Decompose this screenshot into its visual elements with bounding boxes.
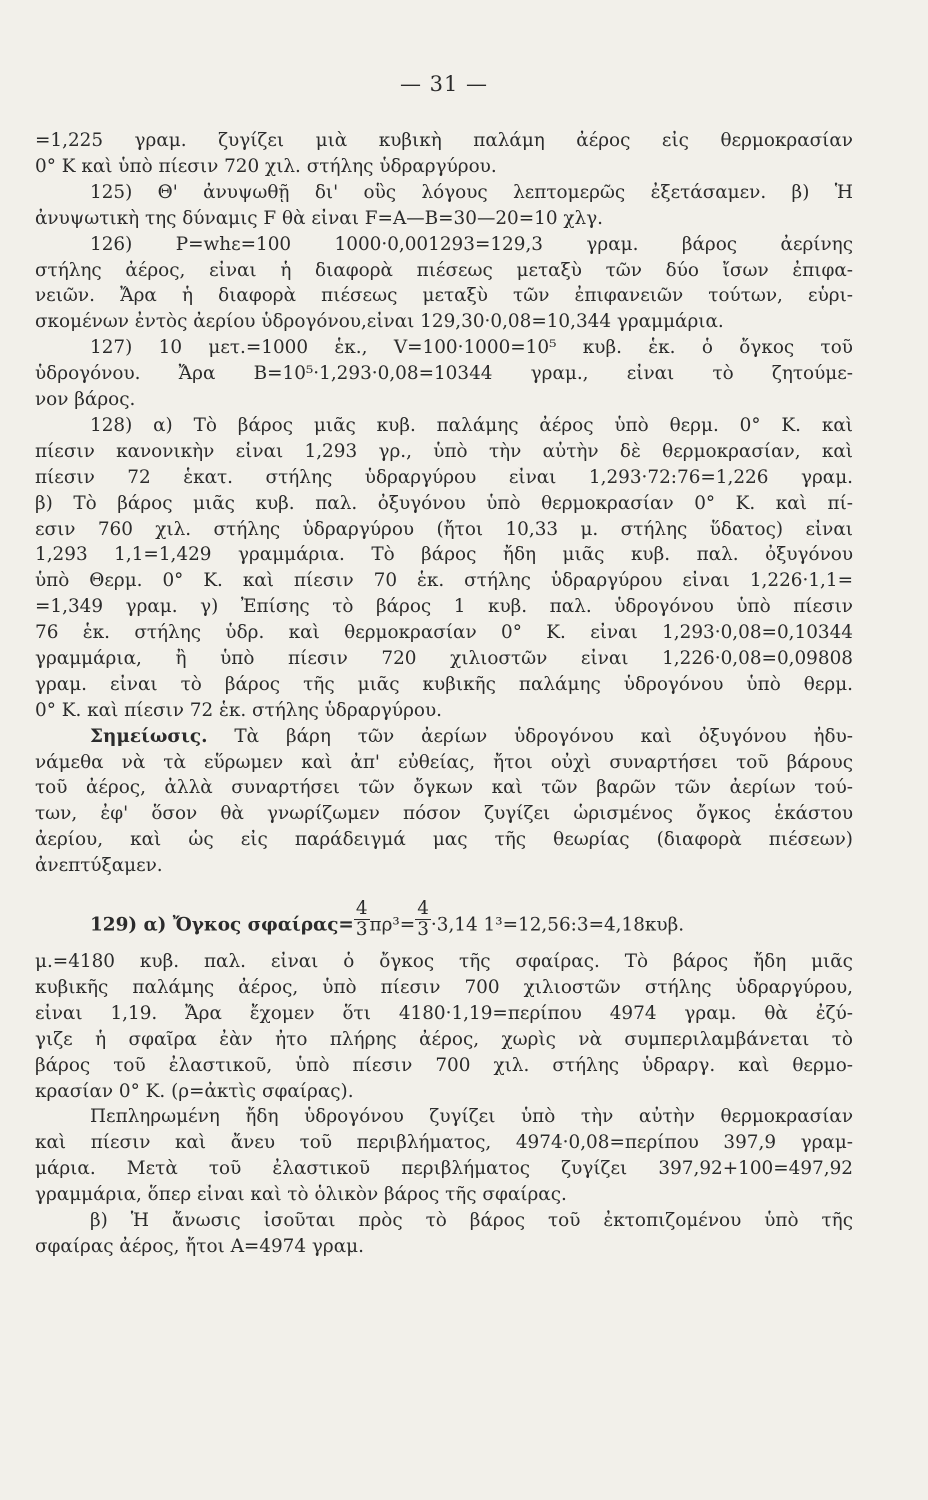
text-line: ἀνυψωτικὴ της δύναμις F θὰ εἶναι F=A—B=30—20=10 χλγ. — [35, 207, 604, 229]
text-line: κυβικῆς παλάμης ἀέρος, ὑπὸ πίεσιν 700 χιλιοστῶν στήλης ὑδραργύρου, — [35, 976, 853, 998]
text-line: 0° K. καὶ πίεσιν 72 ἑκ. στήλης ὑδραργύρου. — [35, 699, 443, 721]
text-line: ὑδρογόνου. Ἄρα B=10⁵·1,293·0,08=10344 γραμ., εἶναι τὸ ζητούμε- — [35, 363, 853, 385]
text-line: εἶναι 1,19. Ἄρα ἔχομεν ὅτι 4180·1,19=περίπου 4974 γραμ. θὰ ἐζύ- — [35, 1002, 853, 1024]
text-line: γραμμάρια, ἢ ὑπὸ πίεσιν 720 χιλιοστῶν εἶναι 1,226·0,08=0,09808 — [35, 648, 853, 669]
formula-tail: ·3,14 1³=12,56:3=4,18κυβ. — [430, 914, 685, 936]
text-line: καὶ πίεσιν καὶ ἄνευ τοῦ περιβλήματος, 4974·0,08=περίπου 397,9 γραμ- — [35, 1132, 853, 1154]
text-line: 127) 10 μετ.=1000 ἑκ., V=100·1000=10⁵ κυβ. ἑκ. ὁ ὄγκος τοῦ — [90, 337, 853, 359]
text-line: πίεσιν κανονικὴν εἶναι 1,293 γρ., ὑπὸ τὴν αὐτὴν δὲ θερμοκρασίαν, καὶ — [35, 440, 853, 462]
text-line: μ.=4180 κυβ. παλ. εἶναι ὁ ὄγκος τῆς σφαίρας. Τὸ βάρος ἤδη μιᾶς — [35, 951, 853, 973]
text-line: 128) α) Τὸ βάρος μιᾶς κυβ. παλάμης ἀέρος ὑπὸ θερμ. 0° K. καὶ — [90, 414, 853, 436]
text-line: β) Τὸ βάρος μιᾶς κυβ. παλ. ὀξυγόνου ὑπὸ θερμοκρασίαν 0° K. καὶ πί- — [35, 492, 853, 514]
formula-mid: πρ³= — [369, 914, 416, 936]
text-line: σκομένων ἐντὸς ἀερίου ὑδρογόνου,εἶναι 129,30·0,08=10,344 γραμμάρια. — [35, 311, 724, 333]
text-line: γραμ. εἶναι τὸ βάρος τῆς μιᾶς κυβικῆς παλάμης ὑδρογόνου ὑπὸ θερμ. — [35, 673, 853, 695]
formula-lead: 129) α) Ὄγκος σφαίρας= — [90, 914, 354, 936]
note-first-line-text: Τὰ βάρη τῶν ἀερίων ὑδρογόνου καὶ ὀξυγόνου ἠδυ- — [207, 725, 853, 747]
text-line: πίεσιν 72 ἑκατ. στήλης ὑδραργύρου εἶναι 1,293·72:76=1,226 γραμ. — [35, 466, 853, 488]
text-line: νάμεθα νὰ τὰ εὕρωμεν καὶ ἀπ' εὐθείας, ἤτοι οὐχὶ συναρτήσει τοῦ βάρους — [35, 751, 853, 773]
text-line: 1,293 1,1=1,429 γραμμάρια. Τὸ βάρος ἤδη μιᾶς κυβ. παλ. ὀξυγόνου — [35, 544, 853, 566]
sphere-volume-formula — [35, 883, 853, 943]
fraction-four-thirds: $\frac{4}{3}$ — [355, 898, 368, 941]
text-line: σφαίρας ἀέρος, ἤτοι A=4974 γραμ. — [35, 1235, 364, 1257]
text-line: ἀερίου, καὶ ὡς εἰς παράδειγμά μας τῆς θεωρίας (διαφορὰ πιέσεων) — [35, 829, 853, 851]
text-line: =1,349 γραμ. γ) Ἐπίσης τὸ βάρος 1 κυβ. παλ. ὑδρογόνου ὑπὸ πίεσιν — [35, 596, 853, 618]
text-line: ὑπὸ Θερμ. 0° K. καὶ πίεσιν 70 ἑκ. στήλης ὑδραργύρου εἶναι 1,226·1,1= — [35, 570, 853, 592]
text-line: Πεπληρωμένη ἤδη ὑδρογόνου ζυγίζει ὑπὸ τὴν αὐτὴν θερμοκρασίαν — [90, 1106, 853, 1128]
text-line: 76 ἑκ. στήλης ὑδρ. καὶ θερμοκρασίαν 0° K. εἶναι 1,293·0,08=0,10344 — [35, 622, 853, 644]
text-line: στήλης ἀέρος, εἶναι ἡ διαφορὰ πιέσεως μεταξὺ τῶν δύο ἴσων ἐπιφα- — [35, 259, 853, 281]
text-line: 126) P=whε=100 1000·0,001293=129,3 γραμ. βάρος ἀερίνης — [90, 233, 853, 255]
text-line: νον βάρος. — [35, 389, 136, 410]
text-line: νειῶν. Ἄρα ἡ διαφορὰ πιέσεως μεταξὺ τῶν ἐπιφανειῶν τούτων, εὑρι- — [35, 285, 853, 307]
text-line: κρασίαν 0° K. (ρ=ἀκτὶς σφαίρας). — [35, 1080, 354, 1102]
text-line: βάρος τοῦ ἐλαστικοῦ, ὑπὸ πίεσιν 700 χιλ. στήλης ὑδραργ. καὶ θερμο- — [35, 1054, 853, 1076]
text-line: των, ἐφ' ὅσον θὰ γνωρίζωμεν πόσον ζυγίζει ὡρισμένος ὄγκος ἑκάστου — [35, 803, 853, 825]
text-line: β) Ἡ ἄνωσις ἰσοῦται πρὸς τὸ βάρος τοῦ ἐκτοπιζομένου ὑπὸ τῆς — [90, 1210, 853, 1232]
text-line: 125) Θ' ἀνυψωθῇ δι' οὓς λόγους λεπτομερῶς ἐξετάσαμεν. β) Ἡ — [90, 181, 853, 203]
note-first-line — [35, 726, 853, 748]
fraction-four-thirds-2: $\frac{4}{3}$ — [417, 898, 429, 941]
text-line: γραμμάρια, ὅπερ εἶναι καὶ τὸ ὁλικὸν βάρος τῆς σφαίρας. — [35, 1184, 567, 1206]
text-line: 0° K καὶ ὑπὸ πίεσιν 720 χιλ. στήλης ὑδραργύρου. — [35, 155, 497, 177]
text-line: μάρια. Μετὰ τοῦ ἐλαστικοῦ περιβλήματος ζυγίζει 397,92+100=497,92 — [35, 1158, 853, 1180]
text-line: γιζε ἡ σφαῖρα ἐὰν ἦτο πλήρης ἀέρος, χωρὶς νὰ συμπεριλαμβάνεται τὸ — [35, 1028, 853, 1050]
page-number: — 31 — — [399, 72, 489, 96]
text-line: τοῦ ἀέρος, ἀλλὰ συναρτήσει τῶν ὄγκων καὶ τῶν βαρῶν τῶν ἀερίων τού- — [35, 777, 853, 799]
note-label: Σημείωσις. — [90, 725, 208, 747]
text-line: εσιν 760 χιλ. στήλης ὑδραργύρου (ἤτοι 10,33 μ. στήλης ὕδατος) εἶναι — [35, 518, 853, 540]
text-line: =1,225 γραμ. ζυγίζει μιὰ κυβικὴ παλάμη ἀέρος εἰς θερμοκρασίαν — [35, 130, 853, 151]
text-line: ἀνεπτύξαμεν. — [35, 855, 163, 877]
